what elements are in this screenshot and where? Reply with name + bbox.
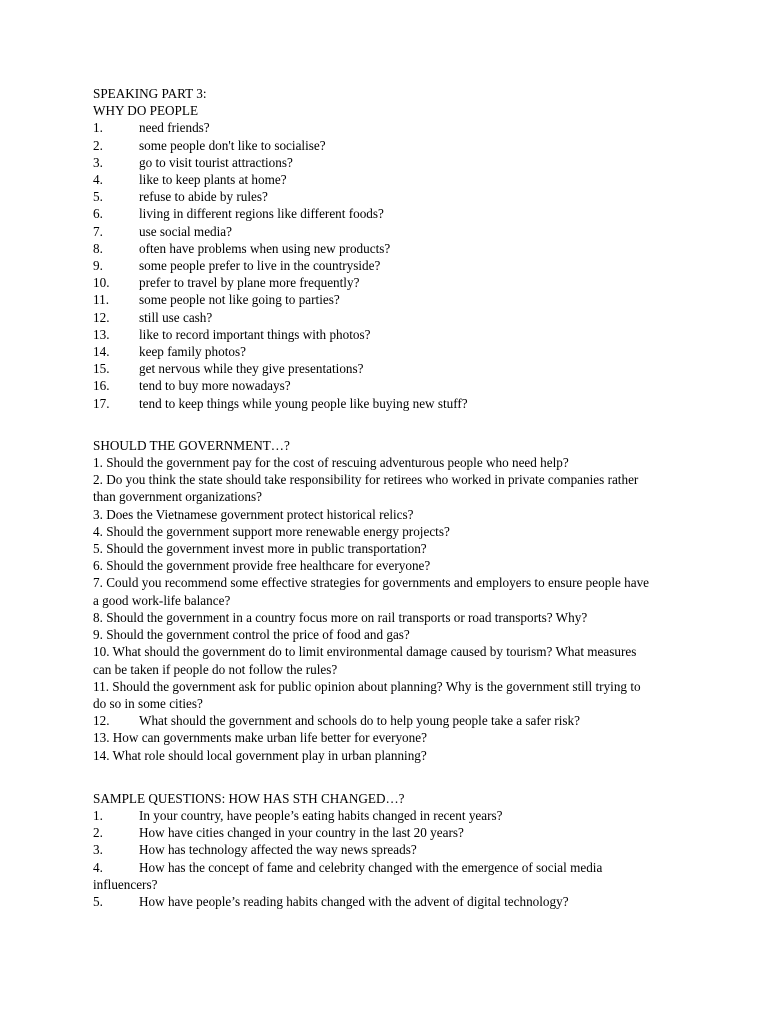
list-item: 6. living in different regions like different foods? [93, 206, 384, 222]
list-item: 2. some people don't like to socialise? [93, 137, 326, 153]
section3-list [93, 807, 653, 910]
section1-list [93, 119, 653, 411]
list-item: 14. What role should local government play in urban planning? [93, 747, 427, 763]
spacer [93, 412, 653, 437]
list-item: 13. How can governments make urban life better for everyone? [93, 730, 427, 746]
list-item: 12. What should the government and schools do to help young people take a safer risk? [93, 713, 580, 729]
list-item: 1. Should the government pay for the cost of rescuing adventurous people who need help? [93, 455, 569, 471]
list-item: 3. go to visit tourist attractions? [93, 154, 293, 170]
list-item: 9. Should the government control the price of food and gas? [93, 627, 410, 643]
section1-heading: SPEAKING PART 3: [93, 86, 207, 101]
list-item: 12. still use cash? [93, 309, 213, 325]
list-item: 16. tend to buy more nowadays? [93, 378, 291, 394]
section2-list [93, 454, 653, 764]
list-item: 2. How have cities changed in your country in the last 20 years? [93, 825, 464, 841]
list-item: 17. tend to keep things while young people like buying new stuff? [93, 395, 468, 411]
list-item: 7. Could you recommend some effective strategies for governments and employers to ensure people have a good work-life balance? [93, 575, 650, 608]
list-item: 5. refuse to abide by rules? [93, 189, 268, 205]
list-item: 2. Do you think the state should take responsibility for retirees who worked in private companies rather than government organizations? [93, 472, 639, 505]
list-item: 15. get nervous while they give presentations? [93, 361, 364, 377]
list-item: 5. Should the government invest more in public transportation? [93, 541, 427, 557]
list-item: 3. How has technology affected the way news spreads? [93, 842, 417, 858]
list-item: 3. Does the Vietnamese government protect historical relics? [93, 506, 414, 522]
document-page [93, 85, 653, 910]
list-item: 8. often have problems when using new products? [93, 240, 391, 256]
list-item: 10. What should the government do to limit environmental damage caused by tourism? What measures can be taken if people do not follow the rules? [93, 644, 637, 677]
spacer [93, 764, 653, 790]
list-item: 5. How have people’s reading habits changed with the advent of digital technology? [93, 893, 569, 909]
list-item: 10. prefer to travel by plane more frequently? [93, 275, 360, 291]
section1-subheading: WHY DO PEOPLE [93, 103, 199, 119]
list-item: 6. Should the government provide free healthcare for everyone? [93, 558, 431, 574]
list-item: 7. use social media? [93, 223, 233, 239]
list-item: 4. How has the concept of fame and celebrity changed with the emergence of social media influencers? [93, 859, 603, 892]
list-item: 1. In your country, have people’s eating habits changed in recent years? [93, 807, 503, 823]
list-item: 9. some people prefer to live in the countryside? [93, 258, 381, 274]
list-item: 11. some people not like going to parties? [93, 292, 340, 308]
section3-heading: SAMPLE QUESTIONS: HOW HAS STH CHANGED…? [93, 790, 405, 806]
list-item: 14. keep family photos? [93, 344, 246, 360]
list-item: 1. need friends? [93, 120, 210, 136]
list-item: 11. Should the government ask for public opinion about planning? Why is the government still trying to do so in some cities? [93, 678, 641, 711]
list-item: 8. Should the government in a country focus more on rail transports or road transports? Why? [93, 609, 588, 625]
list-item: 13. like to record important things with photos? [93, 326, 371, 342]
section2-heading: SHOULD THE GOVERNMENT…? [93, 437, 290, 453]
list-item: 4. Should the government support more renewable energy projects? [93, 523, 450, 539]
list-item: 4. like to keep plants at home? [93, 172, 287, 188]
